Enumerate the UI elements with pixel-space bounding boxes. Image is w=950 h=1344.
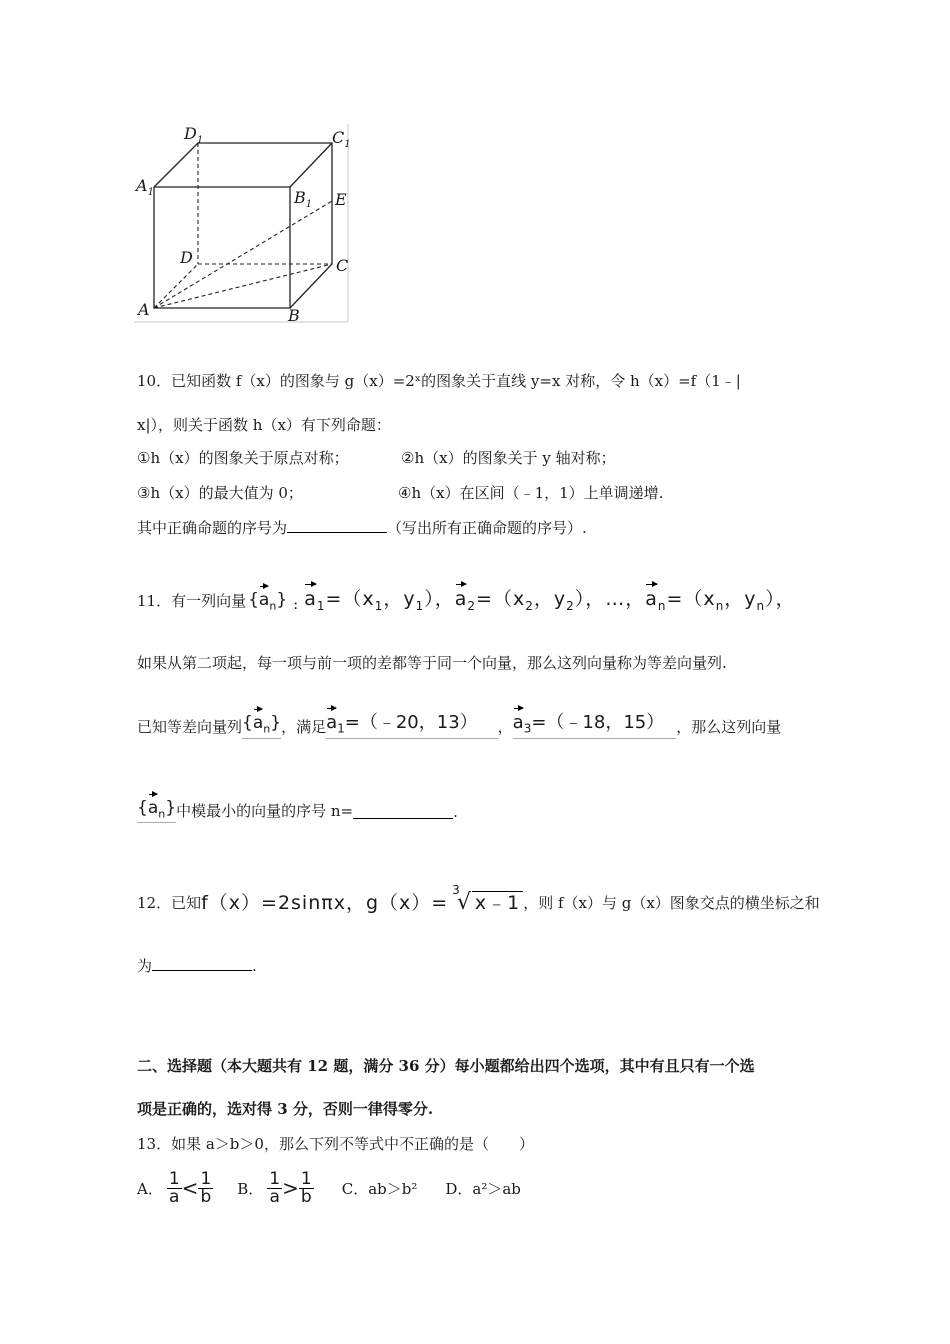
label-e: E <box>335 190 347 209</box>
q13-option-a-frac2: $\frac{1}{b}$ <box>200 1168 212 1207</box>
q11-line3-suffix: ，那么这列向量 <box>676 717 782 736</box>
q10-line2: x|），则关于函数 h（x）有下列命题： <box>137 416 391 434</box>
q11-sequence-3: $\{a_n\}$ <box>137 792 176 823</box>
q13-option-a-frac1: $\frac{1}{a}$ <box>168 1168 180 1207</box>
q13-option-b-label: B． <box>237 1179 264 1198</box>
q13-option-c: C．ab＞b² <box>341 1179 418 1198</box>
q10-line1: 10．已知函数 f（x）的图象与 g（x）=2ˣ的图象关于直线 y=x 对称，令 h（x）=f（1﹣| <box>137 372 741 390</box>
q10-option-3: ③h（x）的最大值为 0； <box>137 484 303 502</box>
label-b: B <box>288 306 300 325</box>
label-d: D <box>180 248 193 267</box>
q12-formula: f（x）=2sinπx，g（x）=$^3$√ x﹣1 <box>201 888 523 915</box>
q12-line2-end: . <box>252 957 257 975</box>
q11-vector-1: $a_1=(x_1$，$y_1$）， <box>304 582 455 613</box>
q10-ask-suffix: （写出所有正确命题的序号）. <box>387 519 587 537</box>
section2-heading-line1: 二、选择题（本大题共有 12 题，满分 36 分）每小题都给出四个选项，其中有且只有一个选 <box>137 1057 755 1075</box>
q11-vector-n: $a_n=(x_n$，$y_n$）， <box>645 582 795 613</box>
q11-sequence: $\{a_n\}$ <box>248 584 287 612</box>
q10-option-2: ②h（x）的图象关于 y 轴对称； <box>401 449 616 467</box>
label-d1: $D_1$ <box>184 124 204 147</box>
q11-sequence-2: $\{a_n\}$ <box>242 707 281 738</box>
q11-vector-2: $a_2=(x_2$，$y_2$），…， <box>455 582 646 613</box>
q12-line2-prefix: 为 <box>137 957 153 975</box>
q10-ask-prefix: 其中正确命题的序号为 <box>137 519 288 537</box>
q12-prefix: 12．已知 <box>137 894 202 912</box>
q13-option-b-cmp: > <box>282 1176 299 1200</box>
q12-answer-blank[interactable] <box>152 970 252 971</box>
q13-options <box>137 1166 521 1210</box>
cube-figure <box>134 124 350 324</box>
q10-option-1: ①h（x）的图象关于原点对称； <box>137 449 349 467</box>
q13-option-d: D．a²＞ab <box>445 1179 521 1198</box>
label-c1: $C_1$ <box>332 128 351 151</box>
q13-option-b-frac2: $\frac{1}{b}$ <box>300 1168 312 1207</box>
label-a1: $A_1$ <box>136 176 154 199</box>
q10-answer-blank[interactable] <box>287 532 387 533</box>
q11-line4-end: . <box>453 803 458 822</box>
q11-line3-mid: ，满足 <box>281 717 327 736</box>
q13-option-a-label: A． <box>137 1179 163 1198</box>
q11-line3-comma: ， <box>497 717 513 736</box>
q13-option-b-frac1: $\frac{1}{a}$ <box>269 1168 281 1207</box>
q11-a1-value: $a_1=(﹣20$，13） <box>326 706 498 739</box>
q12-line1 <box>137 882 820 915</box>
cube-diagram <box>134 124 350 324</box>
q10-ask <box>137 517 587 538</box>
section2-heading-line2: 项是正确的，选对得 3 分，否则一律得零分. <box>137 1100 434 1118</box>
q13-option-a-cmp: < <box>181 1176 199 1200</box>
q11-line3-prefix: 已知等差向量列 <box>137 717 243 736</box>
q10-option-4: ④h（x）在区间（﹣1，1）上单调递增. <box>398 484 664 502</box>
q11-line4-text: 中模最小的向量的序号 n= <box>176 802 354 821</box>
q11-prefix: 11．有一列向量 <box>137 591 247 610</box>
q12-line2 <box>137 955 257 976</box>
q11-line2: 如果从第二项起，每一项与前一项的差都等于同一个向量，那么这列向量称为等差向量列. <box>137 654 727 672</box>
label-b1: $B_1$ <box>294 188 313 211</box>
q11-a3-value: $a_3=(﹣18$，15） <box>513 706 677 739</box>
q12-suffix: ，则 f（x）与 g（x）图象交点的横坐标之和 <box>523 894 820 912</box>
q11-answer-blank[interactable] <box>353 818 453 819</box>
q11-line1 <box>137 582 796 613</box>
q11-colon: : <box>293 594 299 613</box>
q11-line3 <box>137 706 781 739</box>
label-c: C <box>336 256 349 275</box>
q13-stem: 13．如果 a＞b＞0，那么下列不等式中不正确的是（ ） <box>137 1135 534 1153</box>
label-a: A <box>138 300 150 319</box>
q11-line4 <box>137 792 458 823</box>
